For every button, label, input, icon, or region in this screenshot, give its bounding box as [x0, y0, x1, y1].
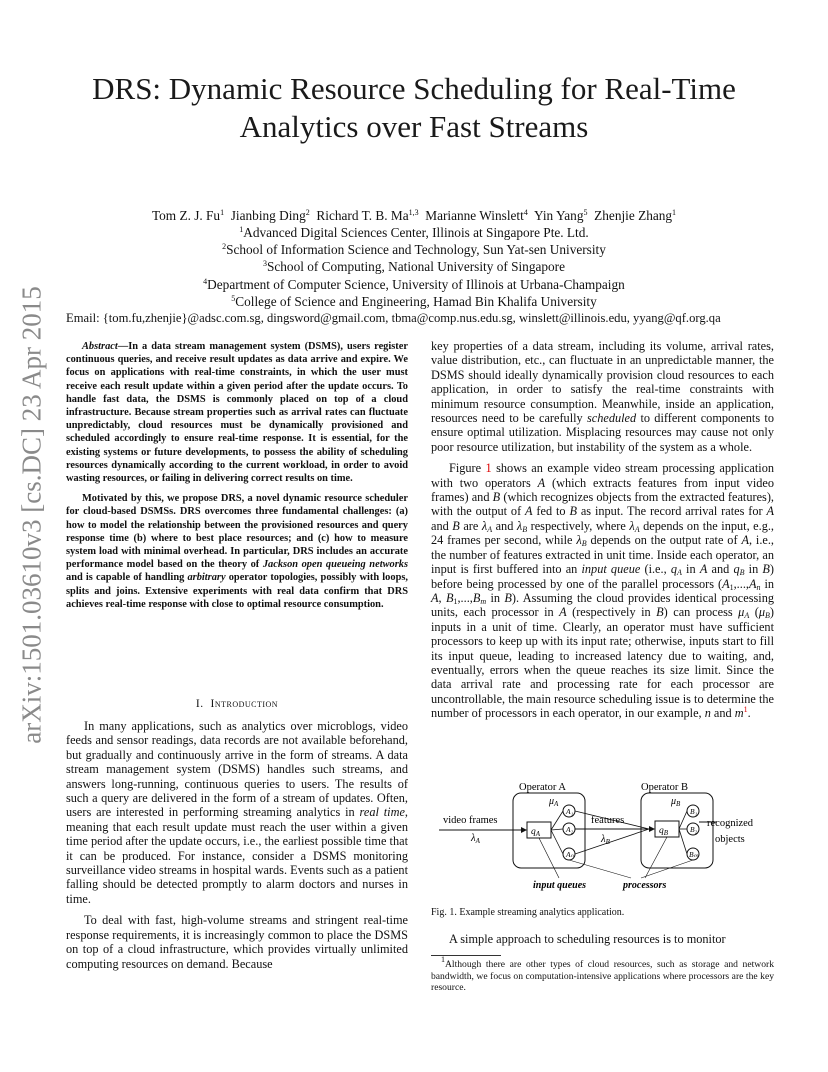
intro-right-column: [431, 339, 774, 721]
queue-b-label: $q_B$: [659, 826, 669, 837]
svg-text:B₁: B₁: [690, 807, 698, 816]
author: Jianbing Ding$^2$: [230, 208, 310, 223]
author-list: [0, 207, 828, 224]
mu-a-symbol: $\mu_A$: [549, 796, 559, 808]
svg-text:Aₙ: Aₙ: [566, 850, 574, 859]
author: Yin Yang$^5$: [533, 208, 588, 223]
output-label-2: objects: [715, 834, 745, 845]
author: Tom Z. J. Fu$^1$: [151, 208, 225, 223]
affiliation: $^1$Advanced Digital Sciences Center, Illinois at Singapore Pte. Ltd.: [239, 225, 589, 240]
section-heading: I. Introduction: [195, 697, 279, 710]
abstract-paragraph: Abstract—In a data stream management system (DSMS), users register continuous queries, and receive result updates as data arrive and expire. We focus on applications with real-time constraints, in which the user must receive each result update within a given period after the update occurs. To handle fast data, the DSMS is commonly placed on top of a cloud infrastructure. Because stream properties such as arrival rates can fluctuate unpredictably, cloud resources must be dynamically provisioned and scheduled accordingly to ensure real-time response. It is essential, for the existing systems or future developments, to possess the ability of scheduling resources dynamically according to the current workload, in order to avoid wasting resources, or failing in delivering correct results on time.: [66, 341, 408, 485]
affiliation: $^4$Department of Computer Science, University of Illinois at Urbana-Champaign: [203, 276, 625, 292]
queue-a-label: $q_A$: [531, 827, 541, 838]
abstract: [66, 340, 408, 611]
body-paragraph: To deal with fast, high-volume streams and stringent real-time response requirements, it is increasingly common to place the DSMS on top of a cloud infrastructure, which provides virtually unlimited computing resources on demand. Because: [66, 913, 408, 971]
arxiv-stamp: [12, 255, 52, 775]
footnote: $^1$Although there are other types of cloud resources, such as storage and network bandwidth, we focus on computation-intensive applications where processors are the key resource.: [431, 955, 774, 994]
author: Richard T. B. Ma$^{1,3}$: [316, 208, 419, 223]
features-label: features: [591, 815, 625, 826]
input-queues-label: input queues: [533, 880, 587, 891]
lambda-b-symbol: λB: [601, 834, 610, 846]
operator-b-label: Operator B: [641, 782, 688, 793]
figure-caption: Fig. 1. Example streaming analytics application.: [431, 907, 625, 918]
figure-link[interactable]: 1: [485, 461, 492, 476]
body-paragraph: key properties of a data stream, including its volume, arrival rates, value distribution, etc., can fluctuate in an unpredictable manner, the DSMS should ideally dynamically provision cloud resources to each application, in order to satisfy the real-time constraints with minimum resource consumption. Meanwhile, inside an application, resources need to be carefully scheduled to different components to ensure optimal utilization. Misplacing resources may cause not only poor resource utilization, but instability of the system as a whole.: [431, 339, 774, 454]
paper-title: [0, 70, 828, 146]
svg-text:A₁: A₁: [566, 807, 574, 816]
abstract-paragraph: Motivated by this, we propose DRS, a novel dynamic resource scheduler for cloud-based DSMSs. DRS overcomes three fundamental challenges: (a) how to model the relationship between the provisioned resources and query response time (b) where to best place resources; and (c) how to measure system load with minimal overhead. In particular, DRS includes an accurate performance model based on the theory of Jackson open queueing networks and is capable of handling arbitrary operator topologies, possibly with loops, splits and joins. Extensive experiments with real data confirm that DRS achieves real-time response with close to optimal resource consumption.: [66, 493, 408, 610]
affiliation: $^2$School of Information Science and Technology, Sun Yat-sen University: [222, 242, 606, 258]
input-arrowhead: [521, 827, 527, 833]
svg-text:A₂: A₂: [566, 825, 574, 834]
lambda-a-symbol: λA: [471, 833, 480, 845]
arxiv-id: arXiv:1501.03610v3 [cs.DC] 23 Apr 2015: [16, 286, 47, 744]
mu-b-symbol: $\mu_B$: [671, 796, 681, 808]
affiliation: $^3$School of Computing, National University of Singapore: [262, 259, 566, 275]
svg-text:Bₘ: Bₘ: [689, 850, 699, 859]
abstract-label: Abstract: [82, 341, 118, 352]
figure-1-diagram: [431, 778, 774, 898]
svg-text:B₂: B₂: [690, 825, 698, 834]
input-label: video frames: [443, 815, 498, 826]
operator-a-label: Operator A: [519, 782, 566, 793]
processors-label: processors: [623, 880, 667, 891]
body-paragraph: A simple approach to scheduling resources is to monitor: [449, 932, 726, 946]
author: Zhenjie Zhang$^1$: [594, 208, 677, 223]
streaming-diagram: [431, 778, 774, 898]
title-line-2: Analytics over Fast Streams: [239, 109, 589, 144]
body-paragraph: In many applications, such as analytics over microblogs, video feeds and sensor readings, data records are not available beforehand, but gradually and continuously arrive in the form of streams. A data stream management system (DSMS) handles such streams, and answers long-running, continuous queries to users. The results of such a query are delivered in the form of a stream of updates. Often, users are interested in performing streaming analytics in real time, meaning that each result update must reach the user within a given time period after the update occurs, i.e., the earliest possible time that it can be produced. For instance, consider a DSMS monitoring surveillance video streams in hospital wards. Events such as a patient falling should be detected promptly to alarm doctors and nurses in time.: [66, 719, 408, 906]
body-paragraph: Figure 1 shows an example video stream processing application with two operators A (which extracts features from input video frames) and B (which recognizes objects from the extracted features), with the output of A fed to B as input. The record arrival rates for A and B are $\lambda_A$ and $\lambda_B$ respectively, where $\lambda_A$ depends on the input, e.g., 24 frames per second, while $\lambda_B$ depends on the output rate of A, i.e., the number of features extracted in unit time. Inside each operator, an input is first buffered into an input queue (i.e., $q_A$ in A and $q_B$ in B) before being processed by one of the parallel processors ($A_1,...,A_n$ in A, $B_1,...,B_m$ in B). Assuming the cloud provides identical processing units, each processor in A (respectively in B) can process $\mu_A$ $(\mu_B)$ inputs in a unit of time. Clearly, an operator must have sufficient processors to keep up with its input rate; otherwise, inputs start to fill its input queue, leading to increased latency due to waiting, and, eventually, errors when the queue reaches its size limit. Since the data arrival rate and processing rate for each processor are uncontrollable, the main resource scheduling issue is to determine the number of processors in each operator, in our example, n and $m^1$.: [431, 461, 775, 721]
title-line-1: DRS: Dynamic Resource Scheduling for Real-Time: [92, 71, 736, 106]
email-line: Email: {tom.fu,zhenjie}@adsc.com.sg, dingsword@gmail.com, tbma@comp.nus.edu.sg, winslett@illinois.edu, yyang@qf.org.qa: [66, 311, 721, 325]
affiliation: $^5$College of Science and Engineering, Hamad Bin Khalifa University: [231, 293, 597, 309]
output-label-1: recognized: [707, 818, 754, 829]
author: Marianne Winslett$^4$: [425, 208, 528, 223]
intro-left-column: [66, 719, 408, 971]
affiliation-list: [0, 224, 828, 310]
